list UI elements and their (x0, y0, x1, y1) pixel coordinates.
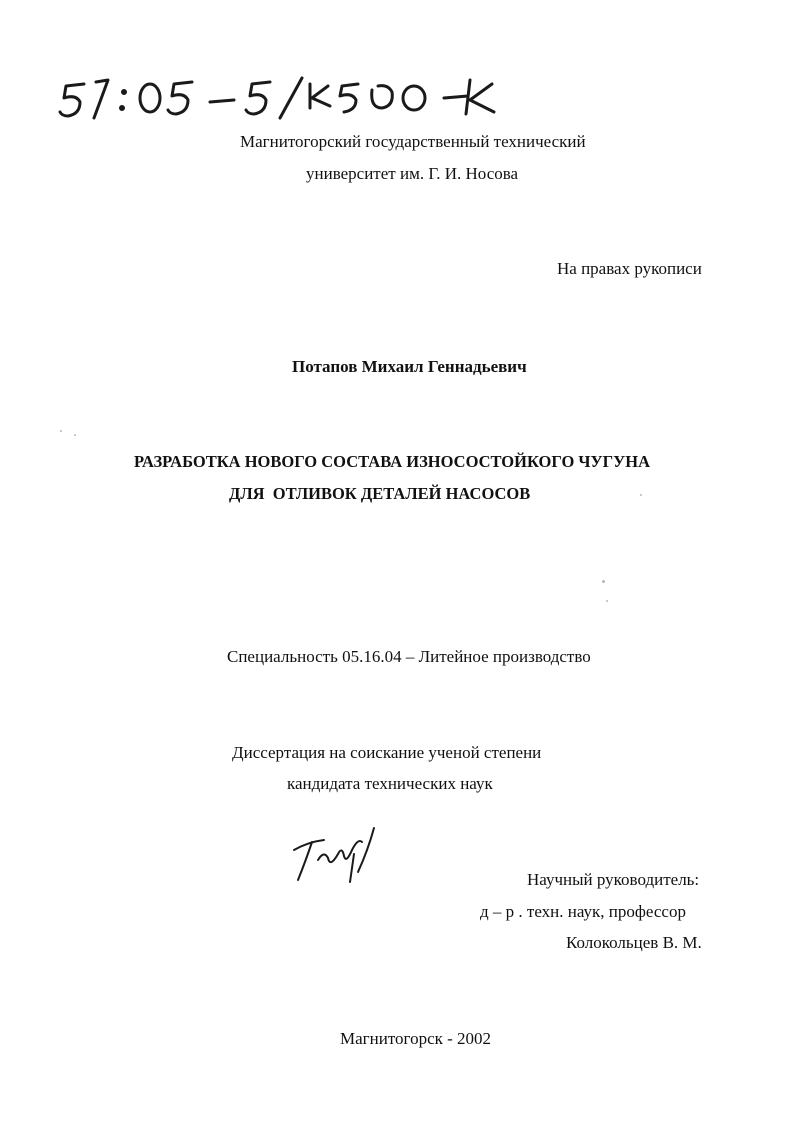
signature-image (288, 820, 388, 890)
scan-speck (640, 494, 642, 496)
institution-line-1: Магнитогорский государственный технический (240, 132, 586, 151)
thesis-title-line-2: ДЛЯ ОТЛИВОК ДЕТАЛЕЙ НАСОСОВ (229, 484, 531, 503)
author-name: Потапов Михаил Геннадьевич (292, 357, 527, 376)
supervisor-label: Научный руководитель: (527, 870, 700, 889)
scan-speck (60, 430, 62, 432)
scan-speck (74, 434, 76, 436)
degree-line-2: кандидата технических наук (287, 774, 493, 793)
supervisor-name: Колокольцев В. М. (566, 933, 702, 952)
thesis-title-line-1: РАЗРАБОТКА НОВОГО СОСТАВА ИЗНОСОСТОЙКОГО ЧУГУНА (134, 452, 650, 471)
specialty-line: Специальность 05.16.04 – Литейное производство (227, 647, 591, 666)
institution-line-2: университет им. Г. И. Носова (306, 164, 519, 183)
scan-speck (602, 580, 605, 583)
handwritten-archive-code (58, 66, 498, 122)
supervisor-degree: д – р . техн. наук, профессор (480, 902, 686, 921)
rights-note: На правах рукописи (557, 259, 702, 278)
scan-speck (606, 600, 608, 602)
city-year: Магнитогорск - 2002 (340, 1029, 492, 1048)
degree-line-1: Диссертация на соискание ученой степени (232, 743, 542, 762)
